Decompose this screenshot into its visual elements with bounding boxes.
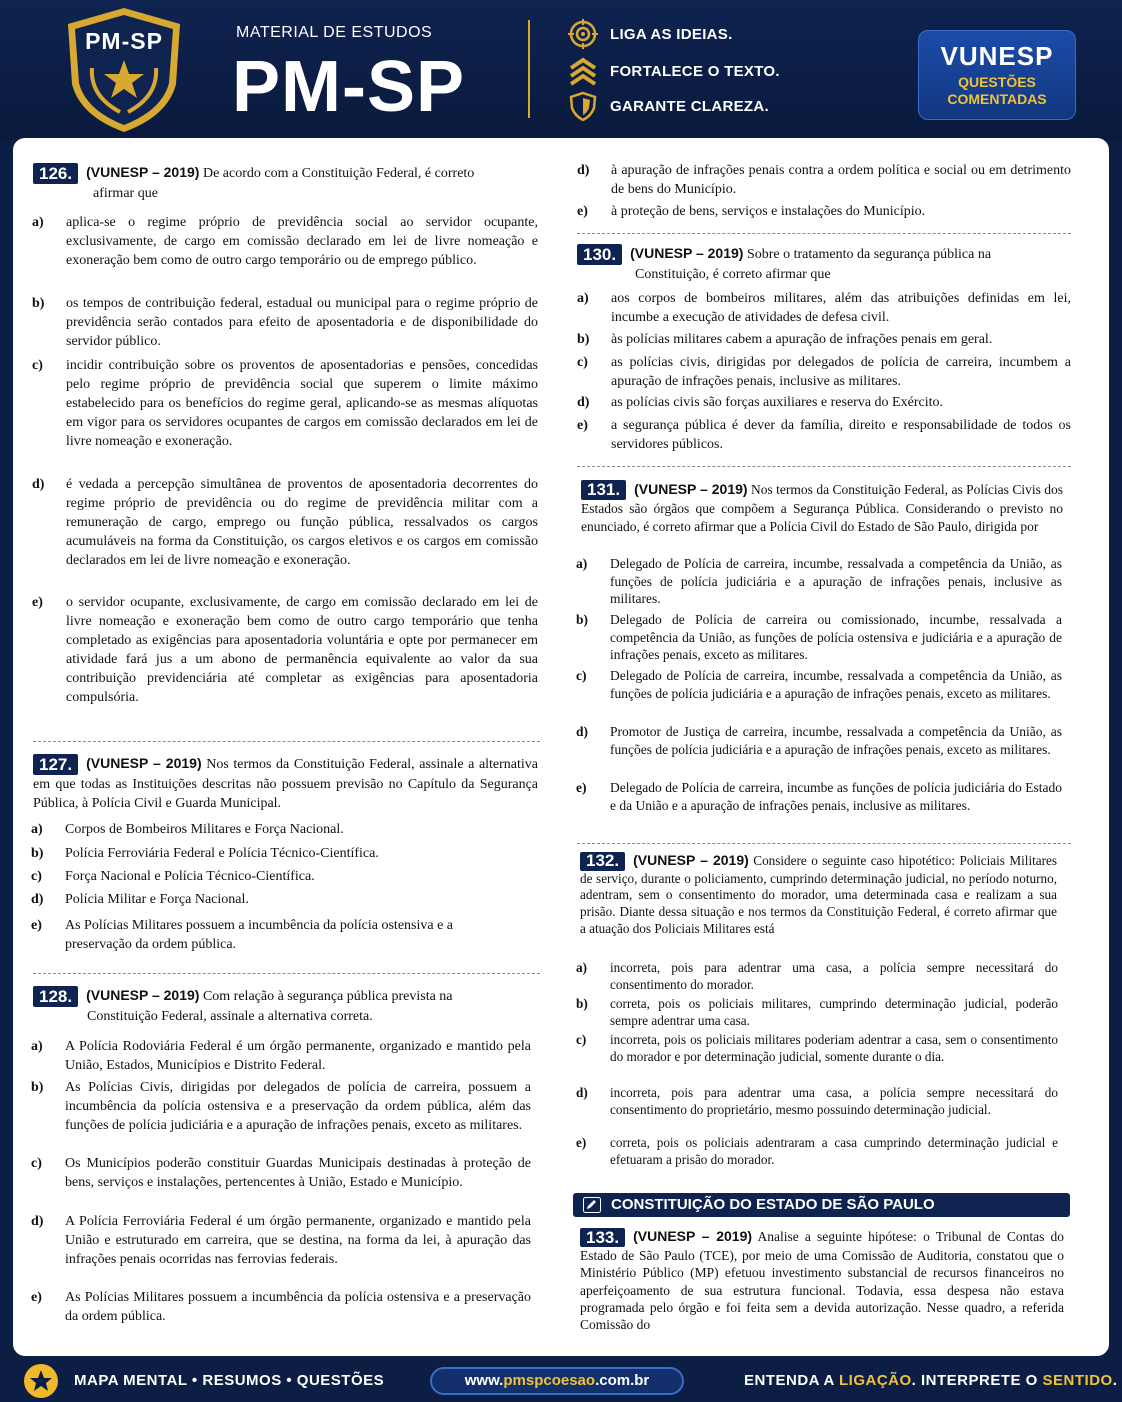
url-part: pmspcoesao [503,1372,596,1389]
question-source: (VUNESP – 2019) [634,481,748,497]
option-130-d: d) as polícias civis são forças auxiliares e reserva do Exército. [577,395,943,410]
header-divider [528,20,530,118]
question-126 [33,163,543,203]
header-title: PM-SP [232,47,466,127]
question-133 [580,1228,1064,1333]
option-129-e: e) à proteção de bens, serviços e instalações do Município. [577,204,926,219]
option-127-d: d) Polícia Militar e Força Nacional. [31,892,249,907]
footer-right-part: SENTIDO [1042,1372,1113,1389]
footer-right-part: . INTERPRETE O [911,1372,1043,1389]
header-subtitle: MATERIAL DE ESTUDOS [236,24,433,41]
option-132-e: e) correta, pois os policiais adentraram a casa cumprindo determinação judicial e efetuaram a prisão do morador. [576,1135,1058,1167]
question-stem-1: Sobre o tratamento da segurança pública na [746,247,992,262]
feature-3 [568,91,769,121]
footer-right [744,1372,1117,1389]
option-132-d: d) incorreta, pois para adentrar uma casa, a polícia sempre necessitará do consentimento do proprietário, mesmo possuindo determinação judicial. [576,1085,1058,1117]
question-number: 133. [580,1228,625,1247]
question-stem-1: Considere o seguinte caso hipotético: Policiais [753,853,1005,868]
question-number: 127. [33,754,78,775]
option-132-c: c) incorreta, pois os policiais militares poderiam adentrar a casa, sem o consentimento do morador e por determinação judicial, somente durante o dia. [576,1032,1058,1064]
feature-1-label: LIGA AS IDEIAS. [610,25,733,43]
pencil-icon [583,1197,601,1213]
vunesp-label: VUNESP [940,41,1054,71]
vunesp-sub-1: QUESTÕES [958,74,1036,90]
vunesp-sub-2: COMENTADAS [947,91,1047,107]
vunesp-badge [918,30,1076,120]
question-stem-2: alternativa em que todas as Instituições descritas não possuem previsão no Capítulo da Segurança Pública, à Polícia Civil e Guarda Municipal. [33,757,539,811]
question-127 [33,754,538,813]
question-stem-2: Militares de serviço, durante o policiamento, cumprindo determinação judicial, no período noturno, adentram, sem o consentimento do morador, uma determinada casa e realizam a sua prisão. Diante dessa situação e nos termos da Constituição Federal, é correto afirmar que a atuação dos Policiais Militares está [580,853,1058,936]
option-131-e: e) Delegado de Polícia de carreira, incumbe as funções de polícia judiciária do Estado e da União e a apuração de infrações penais, inclusive as militares. [576,780,1062,813]
option-131-a: a) Delegado de Polícia de carreira, incumbe, ressalvada a competência da União, as funções de polícia judiciária e a apuração de infrações penais, inclusive as militares. [576,556,1062,606]
footer-left: MAPA MENTAL • RESUMOS • QUESTÕES [74,1372,385,1389]
option-127-a: a) Corpos de Bombeiros Militares e Força Nacional. [31,822,344,837]
shield-icon [62,6,186,134]
question-number: 126. [33,163,78,184]
question-number: 130. [577,244,622,265]
question-source: (VUNESP – 2019) [633,1228,753,1244]
option-131-c: c) Delegado de Polícia de carreira, incumbe, ressalvada a competência da União, as funções de polícia judiciária e a apuração de infrações penais, exceto as militares. [576,668,1062,701]
separator [577,843,1071,844]
badge-label: PM-SP [85,28,163,54]
option-127-c: c) Força Nacional e Polícia Técnico-Científica. [31,869,315,884]
footer-right-part: ENTENDA A [744,1372,839,1389]
footer-right-part: . [1112,1372,1118,1389]
separator [33,741,540,742]
question-stem-2: do Estado de São Paulo (TCE), por meio de uma Comissão de Auditoria, constatou que o Ministério Público (MP) efetuou investimento substancial de recursos financeiros no aperfeiçoamento de sua estrutura funcional. Todavia, essa despesa não estava programada pelo órgão e foi feita sem a devida autorização. Nesse quadro, a referida Comissão do [580,1229,1064,1333]
option-126-a: a) aplica-se o regime próprio de previdência social ao servidor ocupante, exclusivamente, de cargo em comissão declarado em lei de livre nomeação e exoneração bem como de outro cargo temporário ou de emprego público. [32,215,538,268]
question-stem-1: Com relação à segurança pública prevista na [202,989,453,1004]
question-stem-2: Civis dos Estados são órgãos que compõem a Segurança Pública. Considerando o previsto no enunciado, é correto afirmar que a Polícia Civil do Estado de São Paulo, dirigida por [581,482,1064,534]
question-stem-1: Nos termos da Constituição Federal, as Polícias [751,482,1009,497]
question-stem-2: Constituição Federal, assinale a alternativa correta. [87,1009,373,1024]
separator [577,466,1071,467]
question-stem-2: Constituição, é correto afirmar que [635,267,831,282]
chevrons-up-icon [568,56,598,86]
question-stem-1: De acordo com a Constituição Federal, é correto [202,166,475,181]
website-link[interactable] [430,1367,684,1395]
option-131-d: d) Promotor de Justiça de carreira, incumbe, ressalvada a competência da União, as funções de polícia judiciária e a apuração de infrações penais, exceto as militares. [576,724,1062,757]
question-131 [581,480,1063,536]
option-126-e: e) o servidor ocupante, exclusivamente, de cargo em comissão declarado em lei de livre nomeação e exoneração bem como de outro cargo temporário que tenha completado as exigências para aposentadoria voluntária e opte por permanecer em atividade fará jus a um abono de permanência equivalente ao valor da sua contribuição previdenciária até completar as exigências para aposentadoria compulsória. [32,595,538,705]
feature-1 [568,19,733,49]
option-132-b: b) correta, pois os policiais militares, cumprindo determinação judicial, poderão sempre adentrar uma casa. [576,996,1058,1028]
question-number: 132. [580,852,625,871]
option-126-b: b) os tempos de contribuição federal, estadual ou municipal para o regime próprio de previdência serão contados para efeito de aposentadoria e de disponibilidade do servidor público. [32,296,538,349]
question-number: 128. [33,986,78,1007]
target-icon [568,19,598,49]
question-stem-1: Analise a seguinte hipótese: o Tribunal de Contas [757,1229,1045,1244]
footer-right-part: LIGAÇÃO [839,1372,912,1389]
option-127-e: e) As Polícias Militares possuem a incumbência da polícia ostensiva e a preservação da ordem pública. [31,918,454,952]
separator [33,973,540,974]
question-number: 131. [581,480,626,500]
option-132-a: a) incorreta, pois para adentrar uma casa, a polícia sempre necessitará do consentimento do morador. [576,960,1058,992]
option-128-b: b) As Polícias Civis, dirigidas por delegados de polícia de carreira, possuem a incumbência da polícia ostensiva e a preservação da ordem pública, além das funções de polícia judiciária e a apuração de infrações penais, exceto as militares. [31,1080,531,1133]
option-130-a: a) aos corpos de bombeiros militares, além das atribuições definidas em lei, incumbe a execução de atividades de defesa civil. [577,291,1071,325]
option-128-d: d) A Polícia Ferroviária Federal é um órgão permanente, organizado e mantido pela União e estruturado em carreira, que se destina, na forma da lei, à apuração das infrações penais ocorridas nas ferrovias federais. [31,1214,531,1267]
question-stem-1: Nos termos da Constituição Federal, assinale a [206,757,475,772]
option-128-e: e) As Polícias Militares possuem a incumbência da polícia ostensiva e a preservação da ordem pública. [31,1290,531,1324]
question-source: (VUNESP – 2019) [633,852,749,868]
option-131-b: b) Delegado de Polícia de carreira ou comissionado, incumbe, ressalvada a competência da União, as funções de polícia ostensiva e judiciária e a apuração de infrações penais, exceto as militares. [576,612,1062,662]
option-126-c: c) incidir contribuição sobre os proventos de aposentadorias e pensões, concedidas pelo regime próprio de previdência social que superem o limite máximo estabelecido para os benefícios do regime geral, aplicando-se as mesmas alíquotas em vigor para os servidores ocupantes de cargos em comissão declarados em lei de livre nomeação e exoneração. [32,358,538,449]
pm-sp-badge [62,6,186,134]
url-part: .com.br [595,1372,650,1389]
question-128 [33,986,538,1026]
question-source: (VUNESP – 2019) [630,245,744,261]
page-footer [0,1360,1122,1402]
question-132 [580,852,1057,938]
question-source: (VUNESP – 2019) [86,755,202,771]
question-130 [577,244,1071,284]
option-128-c: c) Os Municípios poderão constituir Guardas Municipais destinadas à proteção de bens, serviços e instalações, pertencentes à União, Estado e Município. [31,1156,531,1190]
option-129-d: d) à apuração de infrações penais contra a ordem política e social ou em detrimento de bens do Município. [577,163,1071,197]
option-127-b: b) Polícia Ferroviária Federal e Polícia Técnico-Científica. [31,846,379,861]
feature-2-label: FORTALECE O TEXTO. [610,62,780,80]
url-part: www. [464,1372,504,1389]
question-stem-2: afirmar que [93,186,158,201]
separator [577,233,1071,234]
option-130-c: c) as polícias civis, dirigidas por delegados de polícia de carreira, incumbem a apuração de infrações penais, inclusive as militares. [577,355,1071,389]
section-title: CONSTITUIÇÃO DO ESTADO DE SÃO PAULO [611,1196,935,1213]
star-icon [24,1364,58,1398]
feature-3-label: GARANTE CLAREZA. [610,97,769,115]
shield-check-icon [568,91,598,121]
option-128-a: a) A Polícia Rodoviária Federal é um órgão permanente, organizado e mantido pela União, Estados, Municípios e Distrito Federal. [31,1039,531,1073]
page-header [0,0,1122,140]
content-card [13,138,1109,1356]
question-source: (VUNESP – 2019) [86,987,200,1003]
feature-2 [568,56,780,86]
option-126-d: d) é vedada a percepção simultânea de proventos de aposentadoria decorrentes do regime próprio de previdência ou do regime de previdência militar com a remuneração de cargo, emprego ou função pública, ressalvados os cargos acumuláveis na forma da Constituição, os cargos eletivos e os cargos em comissão declarados em lei de livre nomeação e exoneração. [32,477,538,568]
section-header [573,1193,1070,1217]
option-130-b: b) às polícias militares cabem a apuração de infrações penais em geral. [577,332,993,347]
question-source: (VUNESP – 2019) [86,164,200,180]
option-130-e: e) a segurança pública é dever da família, direito e responsabilidade de todos os servidores públicos. [577,418,1071,452]
